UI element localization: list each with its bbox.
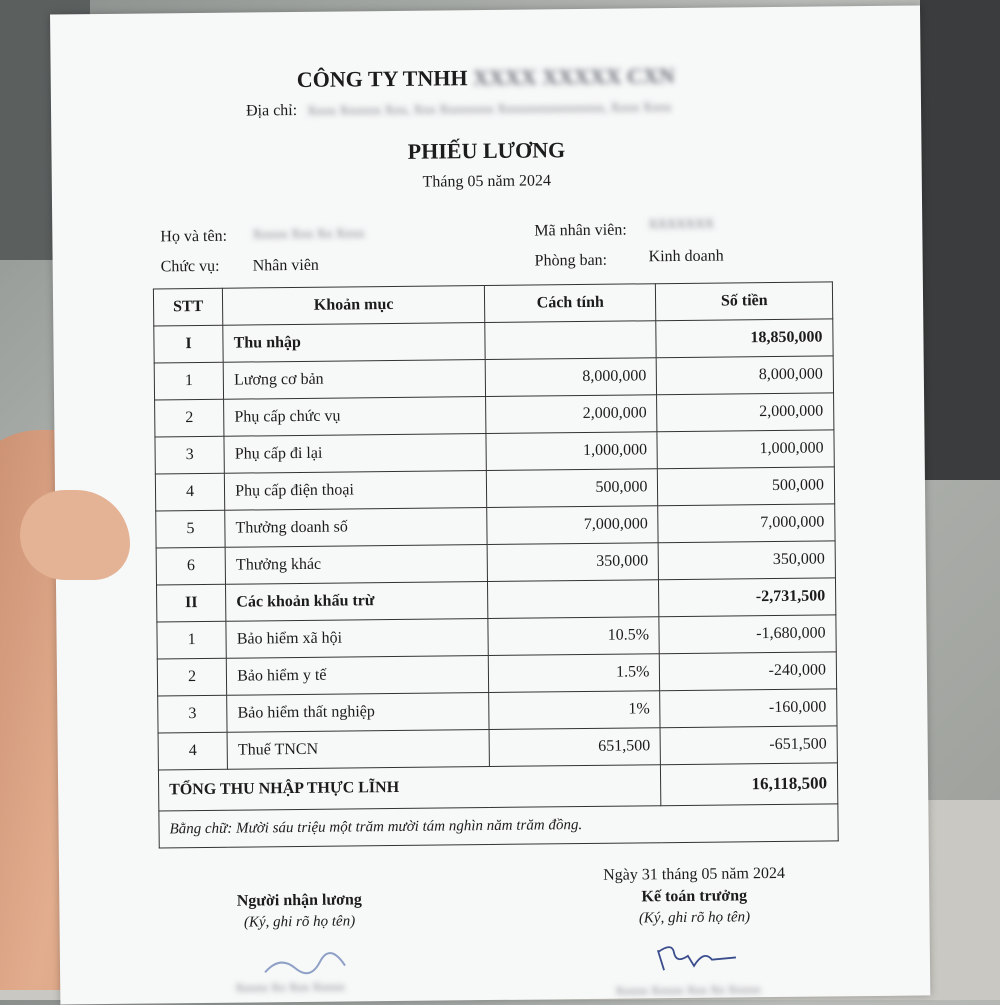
row-stt: 2 bbox=[157, 658, 227, 696]
background-chair bbox=[920, 0, 1000, 480]
signature-date: Ngày 31 tháng 05 năm 2024 bbox=[603, 864, 786, 884]
row-stt: 3 bbox=[155, 436, 225, 474]
employee-id-label: Mã nhân viên: bbox=[534, 221, 627, 240]
row-amount: 500,000 bbox=[658, 467, 835, 506]
row-item: Phụ cấp đi lại bbox=[224, 434, 486, 474]
row-calc: 1.5% bbox=[488, 654, 660, 693]
row-calc: 8,000,000 bbox=[485, 358, 657, 397]
row-calc: 7,000,000 bbox=[487, 506, 659, 545]
amount-in-words: Bằng chữ: Mười sáu triệu một trăm mười tám nghìn năm trăm đồng. bbox=[159, 804, 838, 848]
department-value: Kinh doanh bbox=[648, 247, 724, 266]
pay-period: Tháng 05 năm 2024 bbox=[422, 172, 552, 191]
section-calc bbox=[487, 580, 659, 619]
employee-name-redacted: Xxxxx Xxx Xx Xxxx bbox=[252, 225, 365, 242]
receiver-title: Người nhận lương bbox=[236, 891, 362, 910]
row-item: Lương cơ bản bbox=[223, 360, 485, 400]
net-total-label: TỔNG THU NHẬP THỰC LĨNH bbox=[158, 765, 661, 811]
accountant-title: Kế toán trưởng bbox=[641, 887, 748, 906]
row-stt: 1 bbox=[157, 621, 227, 659]
employee-id-redacted: XXXXXXX bbox=[648, 215, 715, 232]
row-item: Thuế TNCN bbox=[227, 729, 489, 769]
section-total: 18,850,000 bbox=[656, 319, 833, 358]
accountant-signature-icon bbox=[650, 939, 740, 976]
row-amount: -651,500 bbox=[660, 726, 837, 765]
row-stt: 6 bbox=[156, 547, 226, 585]
section-stt: I bbox=[154, 325, 224, 363]
accountant-note: (Ký, ghi rõ họ tên) bbox=[638, 909, 751, 927]
company-name bbox=[51, 60, 921, 95]
header-amount: Số tiền bbox=[656, 282, 833, 321]
amount-in-words-row bbox=[159, 804, 838, 848]
row-stt: 4 bbox=[155, 473, 225, 511]
payslip-table bbox=[153, 281, 839, 848]
row-item: Bảo hiểm xã hội bbox=[226, 619, 488, 659]
receiver-note: (Ký, ghi rõ họ tên) bbox=[243, 913, 356, 931]
row-item: Thưởng doanh số bbox=[225, 508, 487, 548]
employee-name-label: Họ và tên: bbox=[160, 227, 228, 246]
department-label: Phòng ban: bbox=[534, 251, 608, 270]
receiver-signature-icon bbox=[260, 949, 350, 980]
row-stt: 2 bbox=[155, 399, 225, 437]
row-item: Phụ cấp điện thoại bbox=[225, 471, 487, 511]
company-name-redacted: XXXX XXXXX CXN bbox=[472, 63, 675, 91]
section-stt: II bbox=[157, 584, 227, 622]
row-amount: -240,000 bbox=[660, 652, 837, 691]
accountant-name-redacted: Xxxxx Xxxxx Xxx Xx Xxxxx bbox=[615, 982, 761, 998]
payslip-paper bbox=[50, 5, 930, 1004]
row-amount: 350,000 bbox=[659, 541, 836, 580]
address-label: Địa chỉ: bbox=[245, 101, 298, 120]
row-amount: 1,000,000 bbox=[657, 430, 834, 469]
row-stt: 3 bbox=[158, 695, 228, 733]
row-amount: -160,000 bbox=[660, 689, 837, 728]
row-calc: 651,500 bbox=[489, 728, 661, 767]
row-calc: 350,000 bbox=[487, 543, 659, 582]
row-item: Phụ cấp chức vụ bbox=[224, 397, 486, 437]
header-calc: Cách tính bbox=[484, 284, 656, 323]
section-label: Các khoản khấu trừ bbox=[226, 582, 488, 622]
row-amount: -1,680,000 bbox=[659, 615, 836, 654]
address-redacted: Xxxx Xxxxxx Xxx, Xxx Xxxxxxxx Xxxxxxxxxxxxxxxx, Xxxx Xxxx bbox=[307, 99, 672, 118]
company-address bbox=[246, 98, 672, 120]
row-stt: 5 bbox=[156, 510, 226, 548]
row-amount: 2,000,000 bbox=[657, 393, 834, 432]
row-stt: 4 bbox=[158, 732, 228, 770]
section-total: -2,731,500 bbox=[659, 578, 836, 617]
section-calc bbox=[485, 321, 657, 360]
receiver-name-redacted: Xxxxx Xx Xxx Xxxxx bbox=[235, 979, 345, 995]
header-item: Khoản mục bbox=[223, 286, 485, 326]
header-stt: STT bbox=[153, 288, 223, 326]
position-value: Nhân viên bbox=[252, 256, 319, 275]
net-total-row bbox=[158, 763, 837, 811]
row-calc: 1% bbox=[489, 691, 661, 730]
net-total-value: 16,118,500 bbox=[661, 763, 838, 806]
row-stt: 1 bbox=[154, 362, 224, 400]
company-prefix: CÔNG TY TNHH bbox=[296, 65, 468, 92]
row-item: Thưởng khác bbox=[225, 545, 487, 585]
row-calc: 1,000,000 bbox=[486, 432, 658, 471]
receiver-signature-block bbox=[209, 891, 389, 932]
row-amount: 7,000,000 bbox=[658, 504, 835, 543]
position-label: Chức vụ: bbox=[160, 257, 220, 276]
section-label: Thu nhập bbox=[223, 323, 485, 363]
row-calc: 10.5% bbox=[488, 617, 660, 656]
accountant-signature-block bbox=[579, 865, 810, 928]
row-item: Bảo hiểm y tế bbox=[226, 656, 488, 696]
document-title: PHIẾU LƯƠNG bbox=[407, 137, 566, 164]
row-calc: 2,000,000 bbox=[486, 395, 658, 434]
row-amount: 8,000,000 bbox=[657, 356, 834, 395]
row-calc: 500,000 bbox=[486, 469, 658, 508]
row-item: Bảo hiểm thất nghiệp bbox=[227, 692, 489, 732]
